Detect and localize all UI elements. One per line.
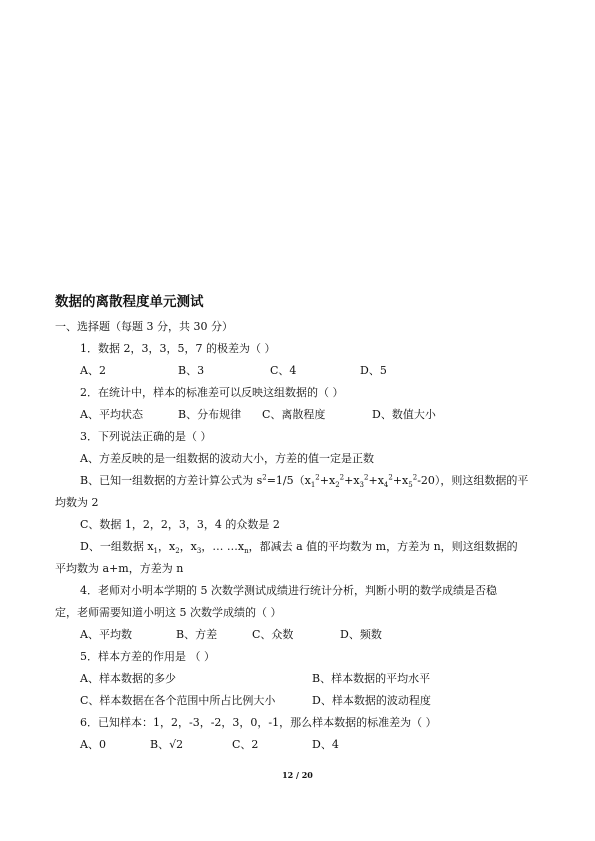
question-3-stem: 3．下列说法正确的是（ ） <box>80 430 212 443</box>
question-1-option-a: A、2 <box>80 364 106 377</box>
question-4-option-c: C、众数 <box>252 628 294 641</box>
page-title: 数据的离散程度单元测试 <box>55 294 204 310</box>
page-number: 12 / 20 <box>282 770 313 780</box>
section-heading: 一、选择题（每题 3 分，共 30 分） <box>55 320 233 333</box>
question-6-option-a: A、0 <box>80 738 106 751</box>
question-5-stem: 5．样本方差的作用是 （ ） <box>80 650 215 663</box>
question-5-option-b: B、样本数据的平均水平 <box>312 672 431 685</box>
question-4-option-a: A、平均数 <box>80 628 132 641</box>
question-5-option-a: A、样本数据的多少 <box>80 672 176 685</box>
question-2-stem: 2．在统计中，样本的标准差可以反映这组数据的（ ） <box>80 386 344 399</box>
question-2-option-a: A、平均状态 <box>80 408 143 421</box>
question-1-option-c: C、4 <box>270 364 297 377</box>
question-2-option-d: D、数值大小 <box>372 408 436 421</box>
question-2-option-c: C、离散程度 <box>262 408 326 421</box>
question-6-option-c: C、2 <box>232 738 259 751</box>
question-1-option-d: D、5 <box>360 364 387 377</box>
question-1-stem: 1．数据 2，3，3，5，7 的极差为（ ） <box>80 342 276 355</box>
question-6-option-b: B、√2 <box>150 738 184 751</box>
question-6-option-d: D、4 <box>312 738 339 751</box>
question-4-stem: 4．老师对小明本学期的 5 次数学测试成绩进行统计分析，判断小明的数学成绩是否稳 <box>80 584 497 597</box>
question-4-stem-continued: 定，老师需要知道小明这 5 次数学成绩的（ ） <box>55 606 282 619</box>
question-3-option-d: D、一组数据 $x_1$，$x_2$，$x_3$，… $\dots x_n$，都减去 a 值的平均数为 m，方差为 n，则这组数据的 <box>80 540 518 556</box>
question-4-option-d: D、频数 <box>340 628 382 641</box>
question-3-option-d-continued: 平均数为 a+m，方差为 n <box>55 562 184 575</box>
question-3-option-b: B、已知一组数据的方差计算公式为 $s^2=1/5(x_1^2+x_2^2+x_3^2+x_4^2+x_5^2-20)$，则这组数据的平 <box>80 473 529 490</box>
question-3-option-a: A、方差反映的是一组数据的波动大小，方差的值一定是正数 <box>80 452 374 465</box>
question-5-option-c: C、样本数据在各个范围中所占比例大小 <box>80 694 276 707</box>
question-3-option-c: C、数据 1，2，2，3，3，4 的众数是 2 <box>80 518 280 531</box>
question-6-stem: 6．已知样本：1，2，-3，-2，3，0，-1，那么样本数据的标准差为（ ） <box>80 716 437 729</box>
question-2-option-b: B、分布规律 <box>178 408 242 421</box>
question-1-option-b: B、3 <box>178 364 205 377</box>
question-5-option-d: D、样本数据的波动程度 <box>312 694 431 707</box>
question-3-option-b-continued: 均数为 2 <box>55 496 99 509</box>
question-4-option-b: B、方差 <box>176 628 218 641</box>
